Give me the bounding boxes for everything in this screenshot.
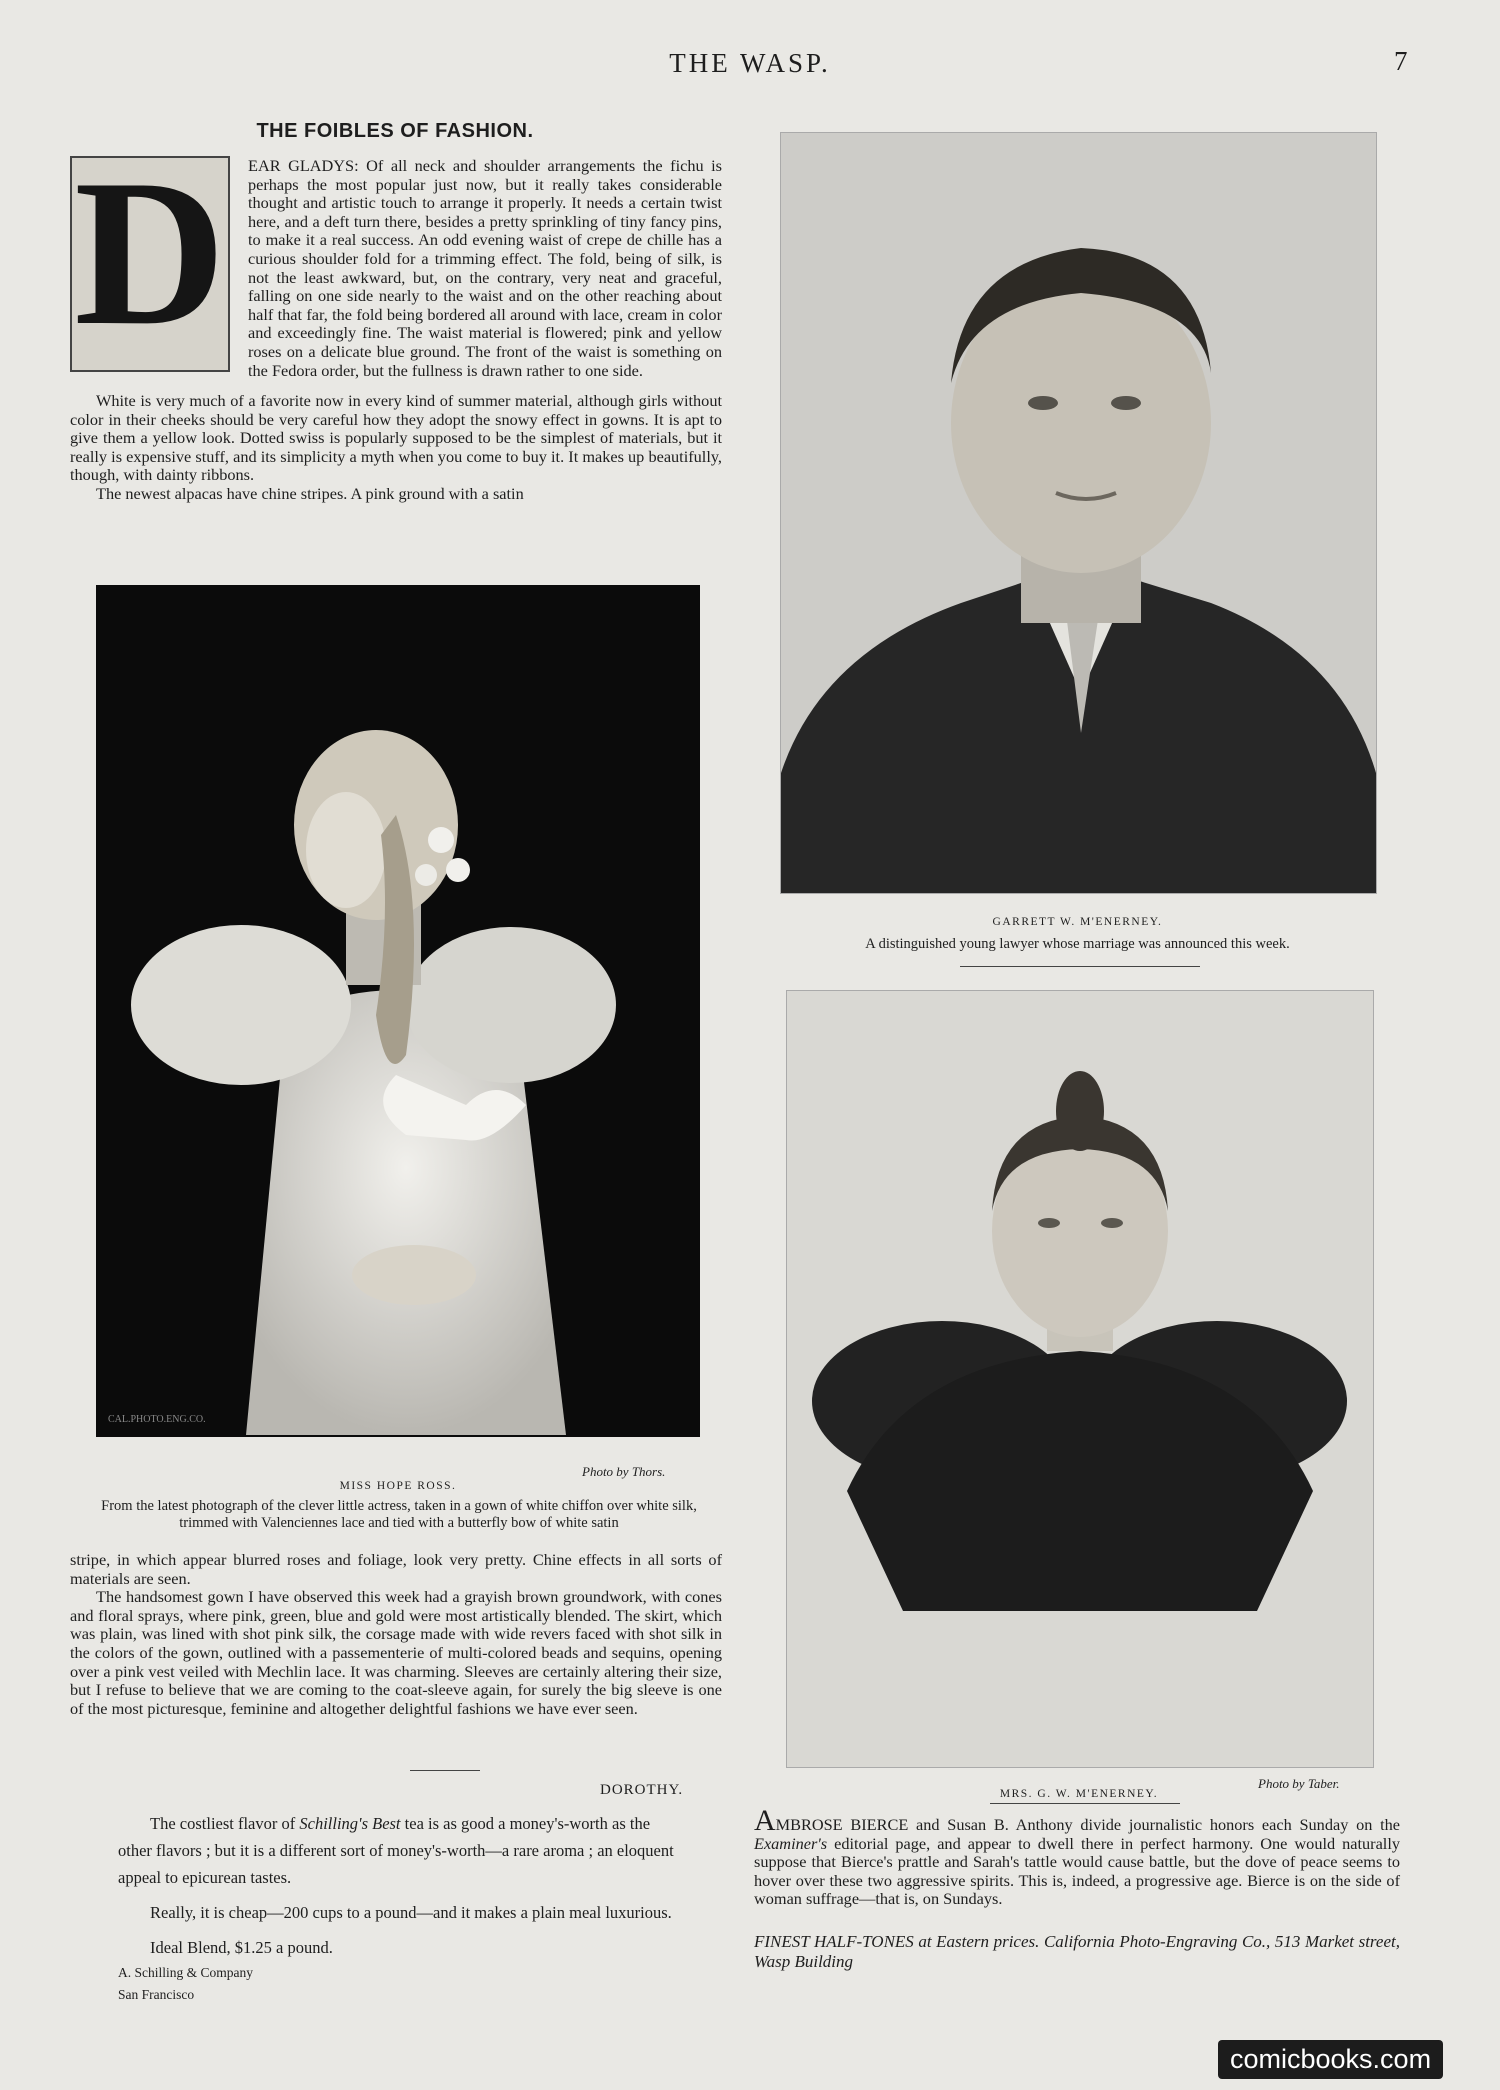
garrett-caption: A distinguished young lawyer whose marriage was announced this week. [865,936,1290,952]
site-watermark: comicbooks.com [1218,2040,1443,2079]
article-title: THE FOIBLES OF FASHION. [256,120,534,142]
ad-paragraph-2: Really, it is cheap—200 cups to a pound—and it makes a plain meal luxurious. [150,1903,672,1922]
bierce-paragraph [754,1804,1400,1909]
mrs-name: MRS. G. W. M'ENERNEY. [999,1788,1159,1800]
caption-rule [960,966,1200,967]
ad-company: A. Schilling & Company [118,1965,253,1980]
ad-city: San Francisco [118,1987,195,2002]
drop-cap-letter: D [74,137,226,369]
article-body-bottom [70,1551,722,1718]
article-paragraph-3: The newest alpacas have chine stripes. A pink ground with a satin [96,483,524,503]
garrett-photo [780,132,1377,894]
hope-ross-photo [96,585,700,1437]
woman-portrait-illustration [787,991,1373,1767]
article-continued-1: stripe, in which appear blurred roses and foliage, look very pretty. Chine effects in all sorts of materials are seen. [70,1550,722,1588]
mrs-photo-credit: Photo by Taber. [1258,1776,1340,1791]
article-continued-2: The handsomest gown I have observed this week had a grayish brown groundwork, with cones and floral sprays, where pink, green, blue and gold were most artistically blended. The skirt, which was plain, was lined with shot pink silk, the corsage made with wide revers faced with shot silk in the colors of the gown, outlined with a passementerie of multi-colored beads and sequins, opening over a pink vest veiled with Mechlin lace. It was charming. Sleeves are certainly altering their size, but I refuse to believe that we are coming to the coat-sleeve again, for surely the big sleeve is one of the most picturesque, feminine and altogether delightful fashions we have ever seen. [70,1587,722,1718]
hope-ross-caption: From the latest photograph of the clever little actress, taken in a gown of white chiffon over white silk, trimmed with Valenciennes lace and tied with a butterfly bow of white satin [101,1498,697,1531]
engraver-mark: CAL.PHOTO.ENG.CO. [108,1414,206,1425]
ad-brand: Schilling's Best [299,1814,401,1833]
girl-portrait-illustration [96,585,700,1437]
running-head: THE WASP. [669,48,831,78]
man-portrait-illustration [781,133,1376,893]
article-opening [248,157,722,380]
bierce-text-b: editorial page, and appear to dwell there in perfect harmony. One would naturally suppose that Bierce's prattle and Sarah's tattle would cause battle, but the dove of peace seems to hover over these two aggressive spirits. This is, indeed, a progressive age. Bierce is on the side of woman suffrage—that is, on Sundays. [754,1833,1400,1909]
halftones-advertisement: FINEST HALF-TONES at Eastern prices. California Photo-Engraving Co., 513 Market street, Wasp Building [754,1932,1400,1971]
garrett-name: GARRETT W. M'ENERNEY. [992,916,1163,928]
caption-rule-2 [990,1803,1180,1804]
article-paragraph-1: EAR GLADYS: Of all neck and shoulder arrangements the fichu is perhaps the most popular just now, but it really takes considerable thought and artistic touch to arrange it properly. It needs a certain twist here, and a deft turn there, besides a pretty sprinkling of tiny fancy pins, to make it a real success. An odd evening waist of crepe de chille has a curious shoulder fold for a trimming effect. The fold, being of silk, is not the least awkward, but, on the contrary, very neat and graceful, falling on one side nearly to the waist and on the other reaching about half that far, the fold being bordered all around with lace, cream in color and exceedingly fine. The waist material is flowered; pink and yellow roses on a delicate blue ground. The front of the waist is something on the Fedora order, but the fullness is drawn rather to one side. [248,156,722,380]
bierce-note [754,1804,1400,1909]
article-paragraph-2: White is very much of a favorite now in every kind of summer material, although girls without color in their cheeks should be very careful how they adopt the snowy effect in gowns. It is apt to give them a yellow look. Dotted swiss is popularly supposed to be the simplest of materials, but it really is expensive stuff, and its simplicity a myth when you come to buy it. It makes up beautifully, though, with dainty ribbons. [70,391,722,485]
ornamental-drop-cap [70,137,230,372]
mrs-photo [786,990,1374,1768]
ad-paragraph-1 [118,1810,688,1891]
bierce-lead: MBROSE BIERCE [775,1815,909,1834]
ad-text-cont: tea is as good a money's-worth as the other flavors ; but it is a different sort of money's-worth—a rare aroma ; an eloquent appeal to epicurean tastes. [118,1814,674,1887]
page-number: 7 [1394,46,1408,76]
article-body-top [70,392,722,504]
schilling-advertisement [118,1810,688,2003]
hope-ross-name: MISS HOPE ROSS. [339,1480,457,1492]
bierce-paper: Examiner's [754,1833,828,1853]
bierce-drop-letter: A [754,1804,776,1837]
article-signature: DOROTHY. [600,1782,684,1798]
bierce-text-a: and Susan B. Anthony divide journalistic honors each Sunday on the [908,1815,1400,1834]
hope-ross-photo-credit: Photo by Thors. [582,1464,666,1479]
ad-price: Ideal Blend, $1.25 a pound. [150,1938,333,1957]
signature-rule [410,1770,480,1771]
ad-text: The costliest flavor of [150,1814,300,1833]
